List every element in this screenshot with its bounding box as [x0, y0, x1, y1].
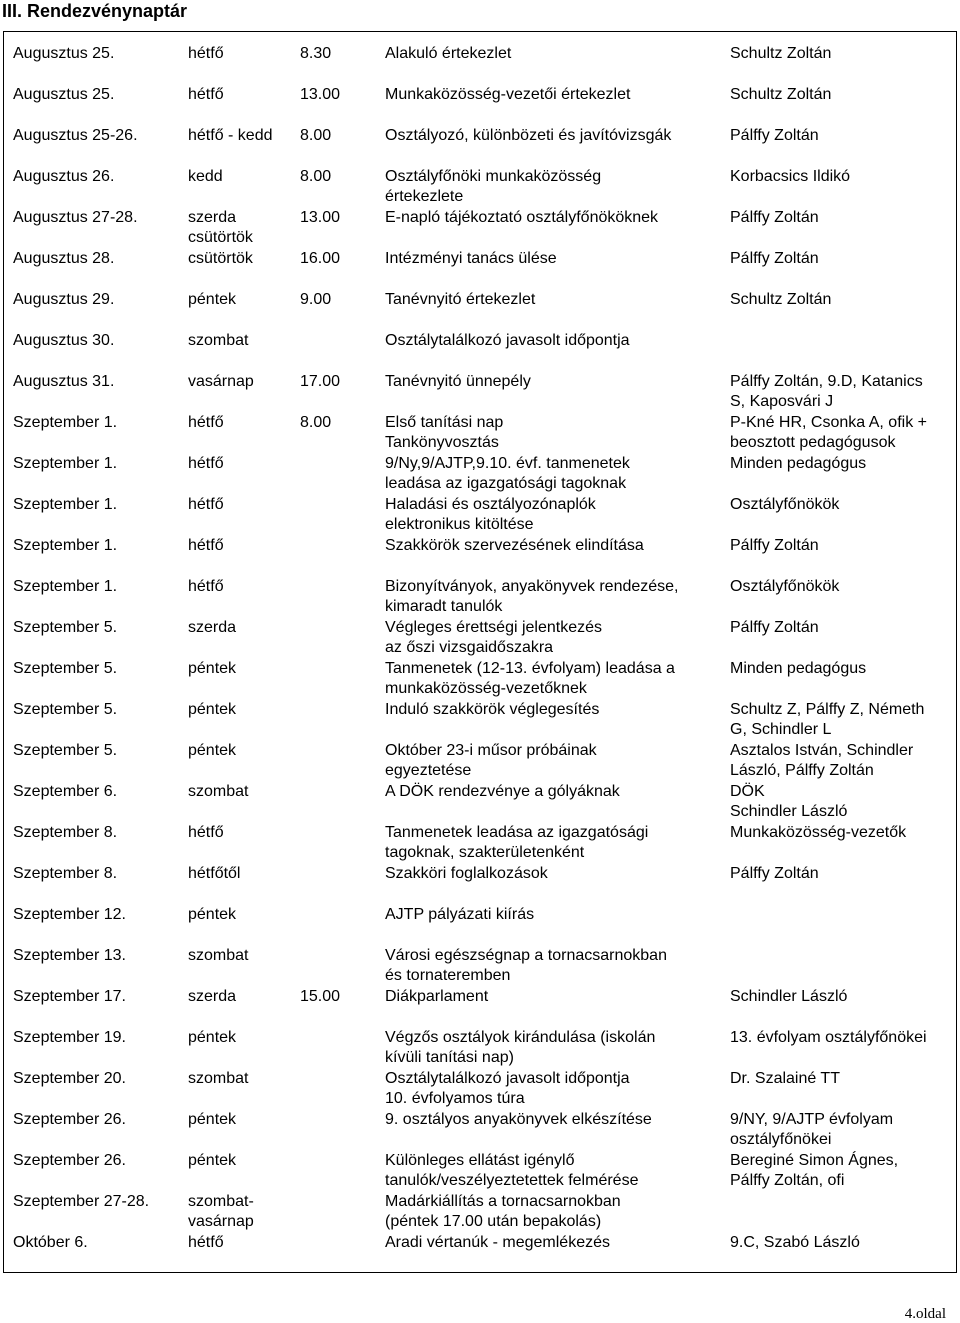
event-date-line: Augusztus 27-28. — [13, 209, 138, 226]
event-title-line: Szakköri foglalkozások — [385, 865, 548, 882]
event-date-line: Szeptember 8. — [13, 865, 118, 882]
event-title — [385, 249, 557, 269]
event-title — [385, 85, 630, 105]
event-title-line: Diákparlament — [385, 988, 489, 1005]
event-date-line: Szeptember 12. — [13, 906, 126, 923]
event-responsible-line: Pálffy Zoltán — [730, 537, 819, 554]
event-title — [385, 536, 644, 556]
event-responsible — [730, 167, 850, 187]
event-time-line: 9.00 — [300, 291, 332, 308]
event-date — [13, 208, 138, 228]
event-day — [188, 1192, 254, 1232]
event-date — [13, 536, 117, 556]
event-day-line: kedd — [188, 168, 223, 185]
event-day — [188, 495, 224, 515]
event-title-line: Tanmenetek (12-13. évfolyam) leadása a — [385, 660, 675, 677]
event-day-line: szombat- — [188, 1193, 254, 1210]
event-day — [188, 659, 236, 679]
event-date-line: Augusztus 29. — [13, 291, 115, 308]
event-responsible — [730, 1110, 893, 1150]
event-day — [188, 249, 253, 269]
event-responsible — [730, 618, 819, 638]
event-day — [188, 864, 240, 884]
event-title-line: Intézményi tanács ülése — [385, 250, 557, 267]
event-day — [188, 1233, 224, 1253]
event-time-line: 8.00 — [300, 168, 332, 185]
event-title-line: A DÖK rendezvénye a gólyáknak — [385, 783, 620, 800]
event-responsible — [730, 864, 819, 884]
event-date-line: Szeptember 1. — [13, 414, 118, 431]
event-date — [13, 1192, 149, 1212]
event-day — [188, 618, 236, 638]
event-day — [188, 536, 224, 556]
event-responsible — [730, 126, 819, 146]
event-day — [188, 905, 236, 925]
event-title-line: Szakkörök szervezésének elindítása — [385, 537, 644, 554]
event-title — [385, 454, 630, 494]
event-date — [13, 495, 117, 515]
event-day-line: hétfő — [188, 1234, 224, 1251]
event-responsible-line: Pálffy Zoltán — [730, 250, 819, 267]
event-title-line: Különleges ellátást igénylő — [385, 1152, 575, 1169]
event-title-line: Tanévnyitó értekezlet — [385, 291, 536, 308]
event-date-line: Szeptember 1. — [13, 537, 118, 554]
event-title — [385, 946, 667, 986]
event-date — [13, 700, 117, 720]
event-time — [300, 208, 340, 228]
event-day-line: szombat — [188, 332, 249, 349]
event-date — [13, 290, 114, 310]
event-date — [13, 946, 126, 966]
event-time — [300, 413, 331, 433]
event-date-line: Augusztus 30. — [13, 332, 115, 349]
event-responsible — [730, 413, 927, 453]
event-date — [13, 454, 117, 474]
event-responsible — [730, 249, 819, 269]
event-time — [300, 290, 331, 310]
event-title-line: tagoknak, szakterületenként — [385, 844, 585, 861]
event-date-line: Szeptember 13. — [13, 947, 126, 964]
event-title — [385, 495, 596, 535]
event-responsible-line: Schultz Z, Pálffy Z, Németh — [730, 701, 925, 718]
event-date — [13, 1069, 126, 1089]
event-responsible-line: Pálffy Zoltán — [730, 865, 819, 882]
event-title-line: Osztályfőnöki munkaközösség — [385, 168, 602, 185]
event-title-line: Végleges érettségi jelentkezés — [385, 619, 603, 636]
event-responsible — [730, 85, 831, 105]
event-date-line: Augusztus 25-26. — [13, 127, 138, 144]
event-title-line: Munkaközösség-vezetői értekezlet — [385, 86, 631, 103]
event-date — [13, 782, 117, 802]
event-date — [13, 1028, 126, 1048]
event-responsible-line: Munkaközösség-vezetők — [730, 824, 907, 841]
event-responsible-line: Schultz Zoltán — [730, 86, 832, 103]
event-day — [188, 782, 248, 802]
event-day — [188, 1069, 248, 1089]
event-day-line: hétfő — [188, 496, 224, 513]
event-responsible-line: Osztályfőnökök — [730, 496, 840, 513]
event-day — [188, 454, 224, 474]
event-time — [300, 372, 340, 392]
event-date — [13, 577, 117, 597]
event-day-line: szombat — [188, 947, 249, 964]
event-responsible-line: Pálffy Zoltán, ofi — [730, 1172, 845, 1189]
event-title-line: Városi egészségnap a tornacsarnokban — [385, 947, 667, 964]
event-day-line: csütörtök — [188, 250, 253, 267]
event-day-line: szombat — [188, 1070, 249, 1087]
event-responsible — [730, 454, 866, 474]
event-responsible-line: S, Kaposvári J — [730, 393, 834, 410]
event-day-line: vasárnap — [188, 1213, 254, 1230]
event-title — [385, 659, 675, 699]
event-title — [385, 987, 488, 1007]
event-day-line: péntek — [188, 1152, 237, 1169]
event-title — [385, 1069, 630, 1109]
event-time-line: 13.00 — [300, 209, 341, 226]
event-responsible — [730, 577, 839, 597]
event-title-line: Bizonyítványok, anyakönyvek rendezése, — [385, 578, 679, 595]
event-date-line: Szeptember 1. — [13, 578, 118, 595]
event-title-line: egyeztetése — [385, 762, 472, 779]
event-day-line: hétfő — [188, 86, 224, 103]
event-time — [300, 987, 340, 1007]
section-title: III. Rendezvénynaptár — [2, 1, 188, 21]
event-responsible — [730, 495, 839, 515]
event-day — [188, 208, 253, 248]
event-responsible — [730, 44, 831, 64]
event-date-line: Szeptember 5. — [13, 660, 118, 677]
event-time-line: 8.30 — [300, 45, 332, 62]
event-title-line: 10. évfolyamos túra — [385, 1090, 525, 1107]
event-date-line: Szeptember 17. — [13, 988, 126, 1005]
event-date — [13, 85, 114, 105]
event-responsible-line: P-Kné HR, Csonka A, ofik + — [730, 414, 927, 431]
event-responsible — [730, 1069, 840, 1089]
event-title-line: az őszi vizsgaidőszakra — [385, 639, 554, 656]
event-date-line: Augusztus 31. — [13, 373, 115, 390]
event-time — [300, 85, 340, 105]
event-responsible-line: Pálffy Zoltán — [730, 127, 819, 144]
event-day — [188, 126, 273, 146]
event-responsible — [730, 1233, 860, 1253]
event-day — [188, 44, 224, 64]
event-title — [385, 700, 599, 720]
event-responsible-line: 9.C, Szabó László — [730, 1234, 860, 1251]
event-day-line: hétfő — [188, 824, 224, 841]
event-responsible-line: Bereginé Simon Ágnes, — [730, 1152, 899, 1169]
event-responsible — [730, 741, 913, 781]
event-time — [300, 126, 331, 146]
event-date — [13, 413, 117, 433]
event-day — [188, 741, 236, 761]
event-date-line: Augusztus 28. — [13, 250, 115, 267]
event-title-line: 9. osztályos anyakönyvek elkészítése — [385, 1111, 652, 1128]
event-date-line: Szeptember 1. — [13, 496, 118, 513]
event-responsible-line: Pálffy Zoltán, 9.D, Katanics — [730, 373, 923, 390]
event-responsible-line: Schindler László — [730, 988, 848, 1005]
event-day — [188, 1028, 236, 1048]
event-responsible — [730, 987, 847, 1007]
event-day-line: hétfő — [188, 578, 224, 595]
event-date — [13, 1110, 126, 1130]
event-responsible — [730, 208, 819, 228]
event-title — [385, 1192, 621, 1232]
event-day-line: péntek — [188, 701, 237, 718]
event-date — [13, 741, 117, 761]
event-day-line: szerda — [188, 209, 237, 226]
event-title-line: leadása az igazgatósági tagoknak — [385, 475, 627, 492]
event-day — [188, 372, 254, 392]
event-date — [13, 1151, 126, 1171]
event-title-line: Madárkiállítás a tornacsarnokban — [385, 1193, 621, 1210]
schedule-table — [3, 31, 957, 1273]
event-day — [188, 167, 223, 187]
event-date-line: Szeptember 19. — [13, 1029, 126, 1046]
event-responsible-line: G, Schindler L — [730, 721, 832, 738]
event-title-line: Végzős osztályok kirándulása (iskolán — [385, 1029, 656, 1046]
event-day — [188, 1151, 236, 1171]
event-time-line: 13.00 — [300, 86, 341, 103]
event-date-line: Szeptember 26. — [13, 1111, 126, 1128]
event-responsible — [730, 372, 923, 412]
event-day — [188, 700, 236, 720]
event-day — [188, 413, 224, 433]
event-date-line: Augusztus 25. — [13, 45, 115, 62]
event-responsible-line: Osztályfőnökök — [730, 578, 840, 595]
event-date-line: Augusztus 26. — [13, 168, 115, 185]
event-day-line: szombat — [188, 783, 249, 800]
event-day — [188, 987, 236, 1007]
event-date — [13, 44, 114, 64]
event-date-line: Szeptember 27-28. — [13, 1193, 150, 1210]
event-title-line: Osztályozó, különbözeti és javítóvizsgák — [385, 127, 672, 144]
event-date — [13, 987, 126, 1007]
page-number: 4.oldal — [904, 1306, 946, 1322]
event-day — [188, 577, 224, 597]
event-day-line: hétfő — [188, 414, 224, 431]
event-title — [385, 372, 531, 392]
event-title-line: Alakuló értekezlet — [385, 45, 512, 62]
event-date — [13, 249, 114, 269]
event-responsible-line: Minden pedagógus — [730, 660, 867, 677]
event-time-line: 16.00 — [300, 250, 341, 267]
event-title-line: értekezlete — [385, 188, 464, 205]
event-responsible — [730, 1151, 898, 1191]
event-title — [385, 331, 630, 351]
event-day — [188, 823, 224, 843]
event-title — [385, 741, 597, 781]
event-day-line: péntek — [188, 742, 237, 759]
event-title — [385, 905, 534, 925]
event-title-line: elektronikus kitöltése — [385, 516, 534, 533]
event-responsible — [730, 536, 819, 556]
event-day-line: csütörtök — [188, 229, 253, 246]
event-title — [385, 618, 602, 658]
event-day — [188, 290, 236, 310]
event-time — [300, 167, 331, 187]
event-day-line: hétfő — [188, 537, 224, 554]
event-responsible — [730, 782, 847, 822]
event-date — [13, 126, 138, 146]
event-title — [385, 577, 679, 617]
event-title-line: kimaradt tanulók — [385, 598, 503, 615]
event-date-line: Szeptember 5. — [13, 619, 118, 636]
event-day-line: péntek — [188, 660, 237, 677]
event-date-line: Szeptember 8. — [13, 824, 118, 841]
event-time-line: 8.00 — [300, 414, 332, 431]
event-title — [385, 782, 620, 802]
event-responsible-line: Schultz Zoltán — [730, 45, 832, 62]
event-responsible-line: 9/NY, 9/AJTP évfolyam — [730, 1111, 894, 1128]
event-title-line: Tankönyvosztás — [385, 434, 499, 451]
event-title — [385, 1028, 655, 1068]
event-day-line: péntek — [188, 1029, 237, 1046]
event-title — [385, 864, 548, 884]
event-title — [385, 1151, 638, 1191]
event-date-line: Szeptember 5. — [13, 701, 118, 718]
event-date-line: Szeptember 20. — [13, 1070, 126, 1087]
event-time-line: 17.00 — [300, 373, 341, 390]
event-responsible — [730, 290, 831, 310]
event-title-line: E-napló tájékoztató osztályfőnököknek — [385, 209, 659, 226]
event-date-line: Augusztus 25. — [13, 86, 115, 103]
event-title-line: Induló szakkörök véglegesítés — [385, 701, 600, 718]
event-day-line: hétfőtől — [188, 865, 241, 882]
event-day-line: hétfő — [188, 455, 224, 472]
event-date — [13, 372, 114, 392]
event-time — [300, 44, 331, 64]
event-title-line: AJTP pályázati kiírás — [385, 906, 535, 923]
event-date — [13, 1233, 88, 1253]
event-time — [300, 249, 340, 269]
event-title-line: munkaközösség-vezetőknek — [385, 680, 587, 697]
event-title — [385, 1110, 652, 1130]
event-date-line: Szeptember 6. — [13, 783, 118, 800]
event-title-line: 9/Ny,9/AJTP,9.10. évf. tanmenetek — [385, 455, 630, 472]
event-day — [188, 85, 224, 105]
event-title-line: (péntek 17.00 után bepakolás) — [385, 1213, 602, 1230]
event-title — [385, 1233, 610, 1253]
event-title-line: Haladási és osztályozónaplók — [385, 496, 596, 513]
event-responsible — [730, 823, 906, 843]
event-day-line: péntek — [188, 906, 237, 923]
event-date — [13, 864, 117, 884]
event-day-line: szerda — [188, 619, 237, 636]
event-day-line: szerda — [188, 988, 237, 1005]
event-title-line: tanulók/veszélyeztetettek felmérése — [385, 1172, 639, 1189]
event-responsible-line: Schultz Zoltán — [730, 291, 832, 308]
event-title — [385, 167, 601, 207]
event-title-line: Tanévnyitó ünnepély — [385, 373, 531, 390]
event-title-line: Tanmenetek leadása az igazgatósági — [385, 824, 649, 841]
event-date — [13, 905, 126, 925]
event-date — [13, 823, 117, 843]
event-date — [13, 618, 117, 638]
event-date — [13, 659, 117, 679]
event-day-line: hétfő - kedd — [188, 127, 273, 144]
event-day — [188, 331, 248, 351]
event-title-line: Aradi vértanúk - megemlékezés — [385, 1234, 610, 1251]
event-responsible-line: Pálffy Zoltán — [730, 209, 819, 226]
event-date-line: Szeptember 26. — [13, 1152, 126, 1169]
event-title — [385, 44, 511, 64]
event-title — [385, 126, 671, 146]
event-day-line: péntek — [188, 1111, 237, 1128]
event-date — [13, 167, 114, 187]
event-title — [385, 413, 503, 453]
event-title-line: Osztálytalálkozó javasolt időpontja — [385, 332, 630, 349]
event-title-line: Első tanítási nap — [385, 414, 504, 431]
event-date — [13, 331, 114, 351]
event-day-line: hétfő — [188, 45, 224, 62]
event-date-line: Szeptember 5. — [13, 742, 118, 759]
event-responsible-line: Pálffy Zoltán — [730, 619, 819, 636]
event-title — [385, 290, 535, 310]
event-responsible-line: Dr. Szalainé TT — [730, 1070, 840, 1087]
event-time-line: 15.00 — [300, 988, 341, 1005]
event-title — [385, 208, 658, 228]
event-day-line: vasárnap — [188, 373, 254, 390]
event-responsible — [730, 700, 924, 740]
event-date-line: Október 6. — [13, 1234, 88, 1251]
event-title-line: és tornateremben — [385, 967, 511, 984]
event-title-line: Október 23-i műsor próbáinak — [385, 742, 597, 759]
event-time-line: 8.00 — [300, 127, 332, 144]
event-responsible-line: Korbacsics Ildikó — [730, 168, 851, 185]
event-day — [188, 946, 248, 966]
event-responsible-line: DÖK — [730, 783, 765, 800]
event-responsible-line: 13. évfolyam osztályfőnökei — [730, 1029, 927, 1046]
event-title-line: kívüli tanítási nap) — [385, 1049, 514, 1066]
event-day-line: péntek — [188, 291, 237, 308]
event-responsible — [730, 659, 866, 679]
event-title — [385, 823, 648, 863]
event-responsible-line: Schindler László — [730, 803, 848, 820]
event-responsible-line: Asztalos István, Schindler — [730, 742, 914, 759]
event-date-line: Szeptember 1. — [13, 455, 118, 472]
event-responsible-line: beosztott pedagógusok — [730, 434, 896, 451]
event-day — [188, 1110, 236, 1130]
event-responsible-line: László, Pálffy Zoltán — [730, 762, 874, 779]
event-title-line: Osztálytalálkozó javasolt időpontja — [385, 1070, 630, 1087]
event-responsible-line: Minden pedagógus — [730, 455, 867, 472]
event-responsible — [730, 1028, 927, 1048]
event-responsible-line: osztályfőnökei — [730, 1131, 832, 1148]
